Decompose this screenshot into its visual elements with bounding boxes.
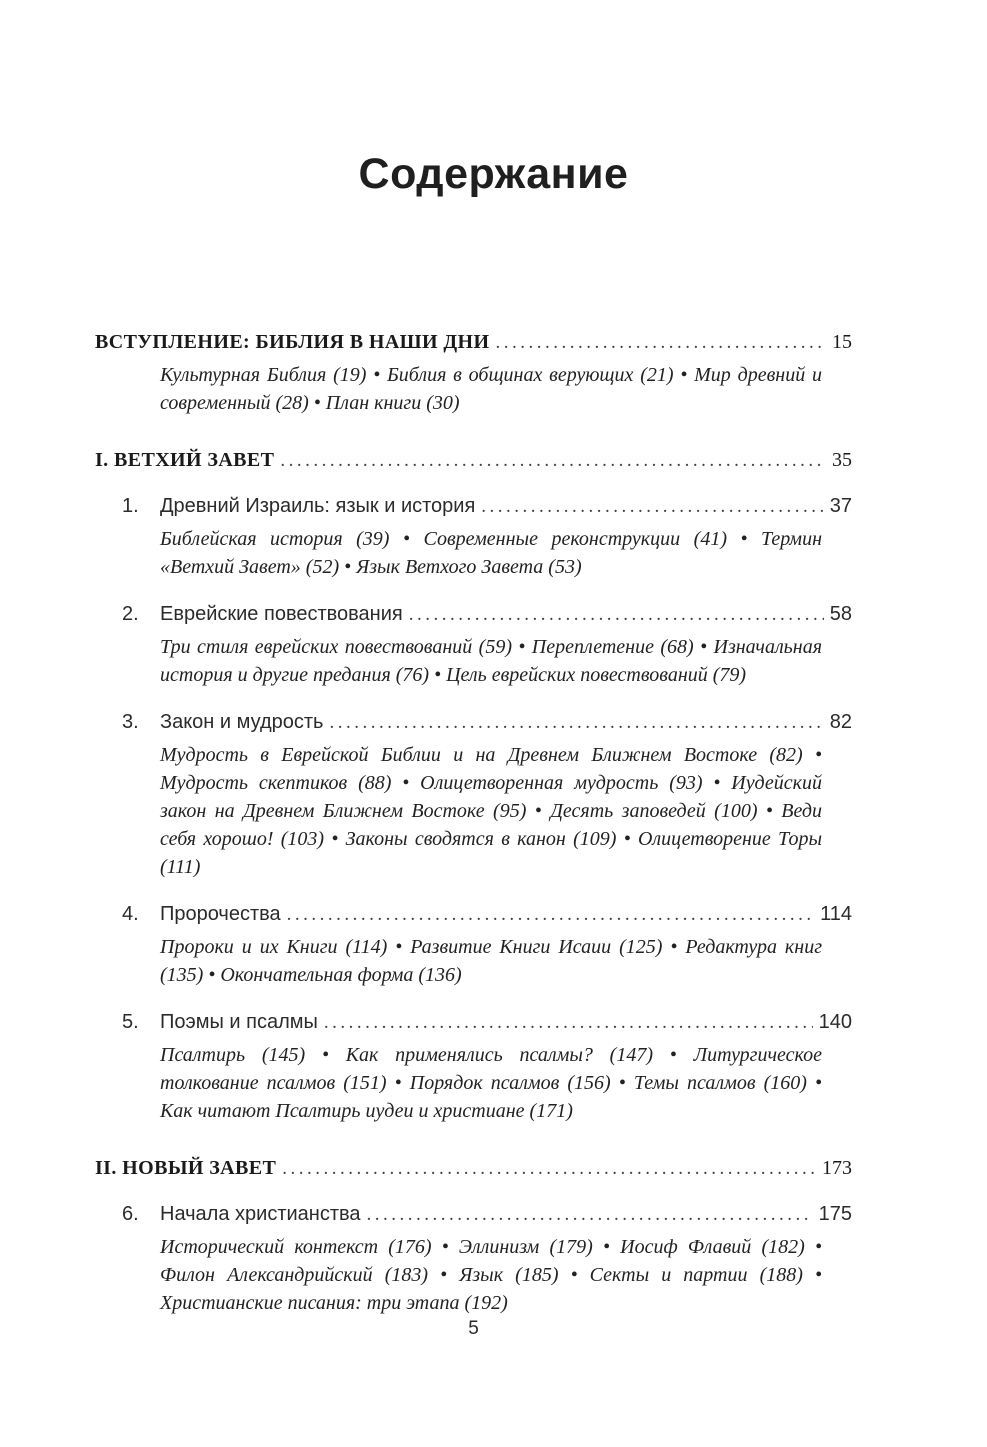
page-title: Содержание xyxy=(358,150,629,198)
dotted-leader xyxy=(409,601,824,621)
dotted-leader xyxy=(287,901,814,921)
toc-entry xyxy=(95,1155,852,1181)
toc-entry-title: Поэмы и псалмы xyxy=(160,1011,318,1033)
toc-entry-page-number: 35 xyxy=(832,449,852,471)
toc-entry-topics: Пророки и их Книги (114) • Развитие Книги Исаии (125) • Редактура книг (135) • Окончательная форма (136) xyxy=(160,936,822,986)
toc-entry-title: I. ВЕТХИЙ ЗАВЕТ xyxy=(95,449,275,471)
toc-entry xyxy=(95,601,852,689)
table-of-contents xyxy=(95,329,852,1317)
footer-page-number: 5 xyxy=(468,1318,479,1339)
toc-entry-topics: Псалтирь (145) • Как применялись псалмы? (147) • Литургическое толкование псалмов (151) • Порядок псалмов (156) • Темы псалмов (160) • Как читают Псалтирь иудеи и христиане (171) xyxy=(160,1044,822,1122)
toc-entry-page-number: 58 xyxy=(829,603,852,625)
toc-entry-line xyxy=(95,493,852,519)
toc-entry-line xyxy=(95,447,852,473)
dotted-leader xyxy=(481,493,823,513)
toc-entry-line xyxy=(95,601,852,627)
toc-entry-number: 3. xyxy=(122,711,139,733)
toc-entry-page-number: 173 xyxy=(822,1157,852,1179)
toc-entry-line xyxy=(95,329,852,355)
toc-entry-topics: Культурная Библия (19) • Библия в общинах верующих (21) • Мир древний и современный (28) • План книги (30) xyxy=(160,364,822,414)
toc-entry-number: 4. xyxy=(122,903,139,925)
dotted-leader xyxy=(282,1155,816,1175)
toc-entry-page-number: 175 xyxy=(818,1203,852,1225)
toc-entry xyxy=(95,493,852,581)
toc-entry-topics: Мудрость в Еврейской Библии и на Древнем Ближнем Востоке (82) • Мудрость скептиков (88) • Олицетворенная мудрость (93) • Иудейский закон на Древнем Ближнем Востоке (95) • Десять заповедей (100) • Веди себя хорошо! (103) • Законы сводятся в канон (109) • Олицетворение Торы (111) xyxy=(160,744,822,878)
toc-entry-number: 6. xyxy=(122,1203,139,1225)
dotted-leader xyxy=(367,1201,813,1221)
toc-entry-page-number: 82 xyxy=(829,711,852,733)
dotted-leader xyxy=(324,1009,813,1029)
toc-entry-page-number: 15 xyxy=(832,331,852,353)
toc-entry xyxy=(95,1009,852,1125)
toc-entry-title: ВСТУПЛЕНИЕ: БИБЛИЯ В НАШИ ДНИ xyxy=(95,331,490,353)
toc-entry-page-number: 114 xyxy=(820,903,852,925)
toc-entry xyxy=(95,447,852,473)
toc-entry-topics: Исторический контекст (176) • Эллинизм (179) • Иосиф Флавий (182) • Филон Александрийский (183) • Язык (185) • Секты и партии (188) • Христианские писания: три этапа (192) xyxy=(160,1236,822,1314)
toc-entry xyxy=(95,901,852,989)
toc-entry-line xyxy=(95,1155,852,1181)
toc-entry xyxy=(95,709,852,881)
toc-entry-title: Еврейские повествования xyxy=(160,603,403,625)
toc-entry-title: Закон и мудрость xyxy=(160,711,324,733)
dotted-leader xyxy=(280,447,826,467)
toc-entry-line xyxy=(95,709,852,735)
toc-entry-page-number: 37 xyxy=(829,495,852,517)
toc-entry-number: 2. xyxy=(122,603,139,625)
toc-entry-line xyxy=(95,1009,852,1035)
toc-entry-page-number: 140 xyxy=(818,1011,852,1033)
toc-entry-title: II. НОВЫЙ ЗАВЕТ xyxy=(95,1157,277,1179)
toc-entry-title: Пророчества xyxy=(160,903,281,925)
toc-entry-line xyxy=(95,1201,852,1227)
dotted-leader xyxy=(495,329,826,349)
toc-entry-line xyxy=(95,901,852,927)
toc-entry-topics: Библейская история (39) • Современные реконструкции (41) • Термин «Ветхий Завет» (52) • Язык Ветхого Завета (53) xyxy=(160,528,822,578)
toc-entry-number: 5. xyxy=(122,1011,139,1033)
toc-entry-topics: Три стиля еврейских повествований (59) • Переплетение (68) • Изначальная история и другие предания (76) • Цель еврейских повествований (79) xyxy=(160,636,822,686)
toc-entry-number: 1. xyxy=(122,495,139,517)
dotted-leader xyxy=(329,709,823,729)
toc-entry-title: Начала христианства xyxy=(160,1203,361,1225)
toc-entry xyxy=(95,1201,852,1317)
toc-entry xyxy=(95,329,852,417)
toc-entry-title: Древний Израиль: язык и история xyxy=(160,495,476,517)
